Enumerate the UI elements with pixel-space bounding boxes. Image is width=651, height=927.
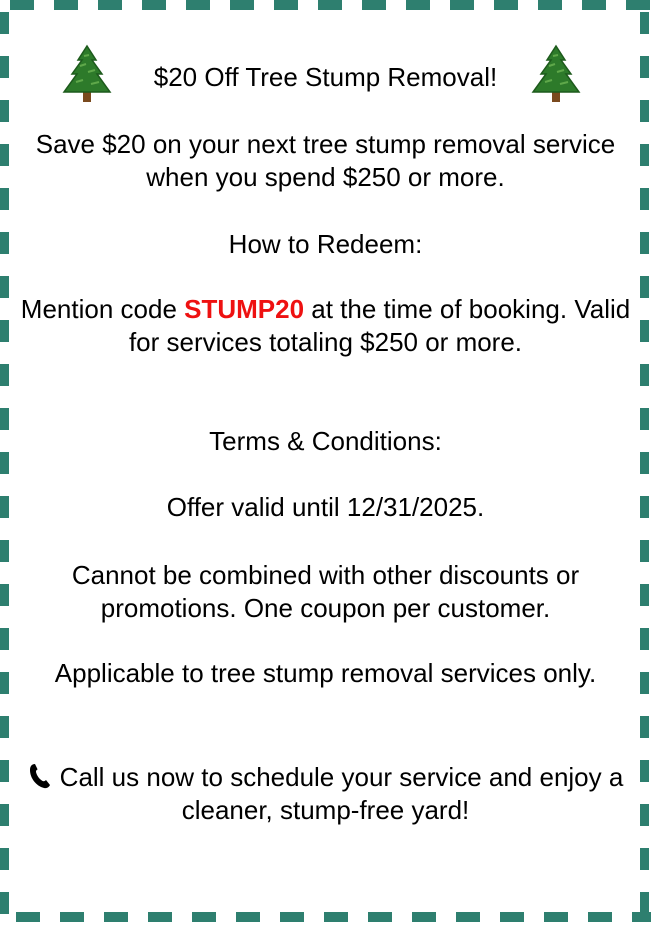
phone-icon: [28, 763, 52, 789]
cta-text: Call us now to schedule your service and enjoy a cleaner, stump-free yard!: [59, 762, 624, 825]
terms-item: Applicable to tree stump removal services only.: [54, 658, 597, 688]
redeem-before: Mention code: [20, 294, 185, 324]
redeem-heading: How to Redeem:: [228, 229, 423, 259]
terms-item: Cannot be combined with other discounts or promotions. One coupon per customer.: [71, 560, 580, 623]
promo-code: STUMP20: [184, 294, 305, 324]
terms-item: Offer valid until 12/31/2025.: [166, 492, 485, 522]
border-bottom: [0, 912, 651, 922]
intro-text: Save $20 on your next tree stump removal service when you spend $250 or more.: [35, 129, 616, 192]
pine-tree-icon: [527, 44, 585, 104]
title-row: [20, 44, 631, 104]
terms-heading: Terms & Conditions:: [209, 426, 442, 456]
redeem-text: [20, 293, 631, 359]
border-left: [0, 0, 9, 922]
border-right: [640, 0, 649, 922]
coupon-title: $20 Off Tree Stump Removal!: [153, 62, 498, 92]
border-top: [0, 0, 651, 10]
call-to-action: [20, 761, 631, 827]
redeem-after: at the time of booking. Valid for services totaling $250 or more.: [128, 294, 631, 357]
